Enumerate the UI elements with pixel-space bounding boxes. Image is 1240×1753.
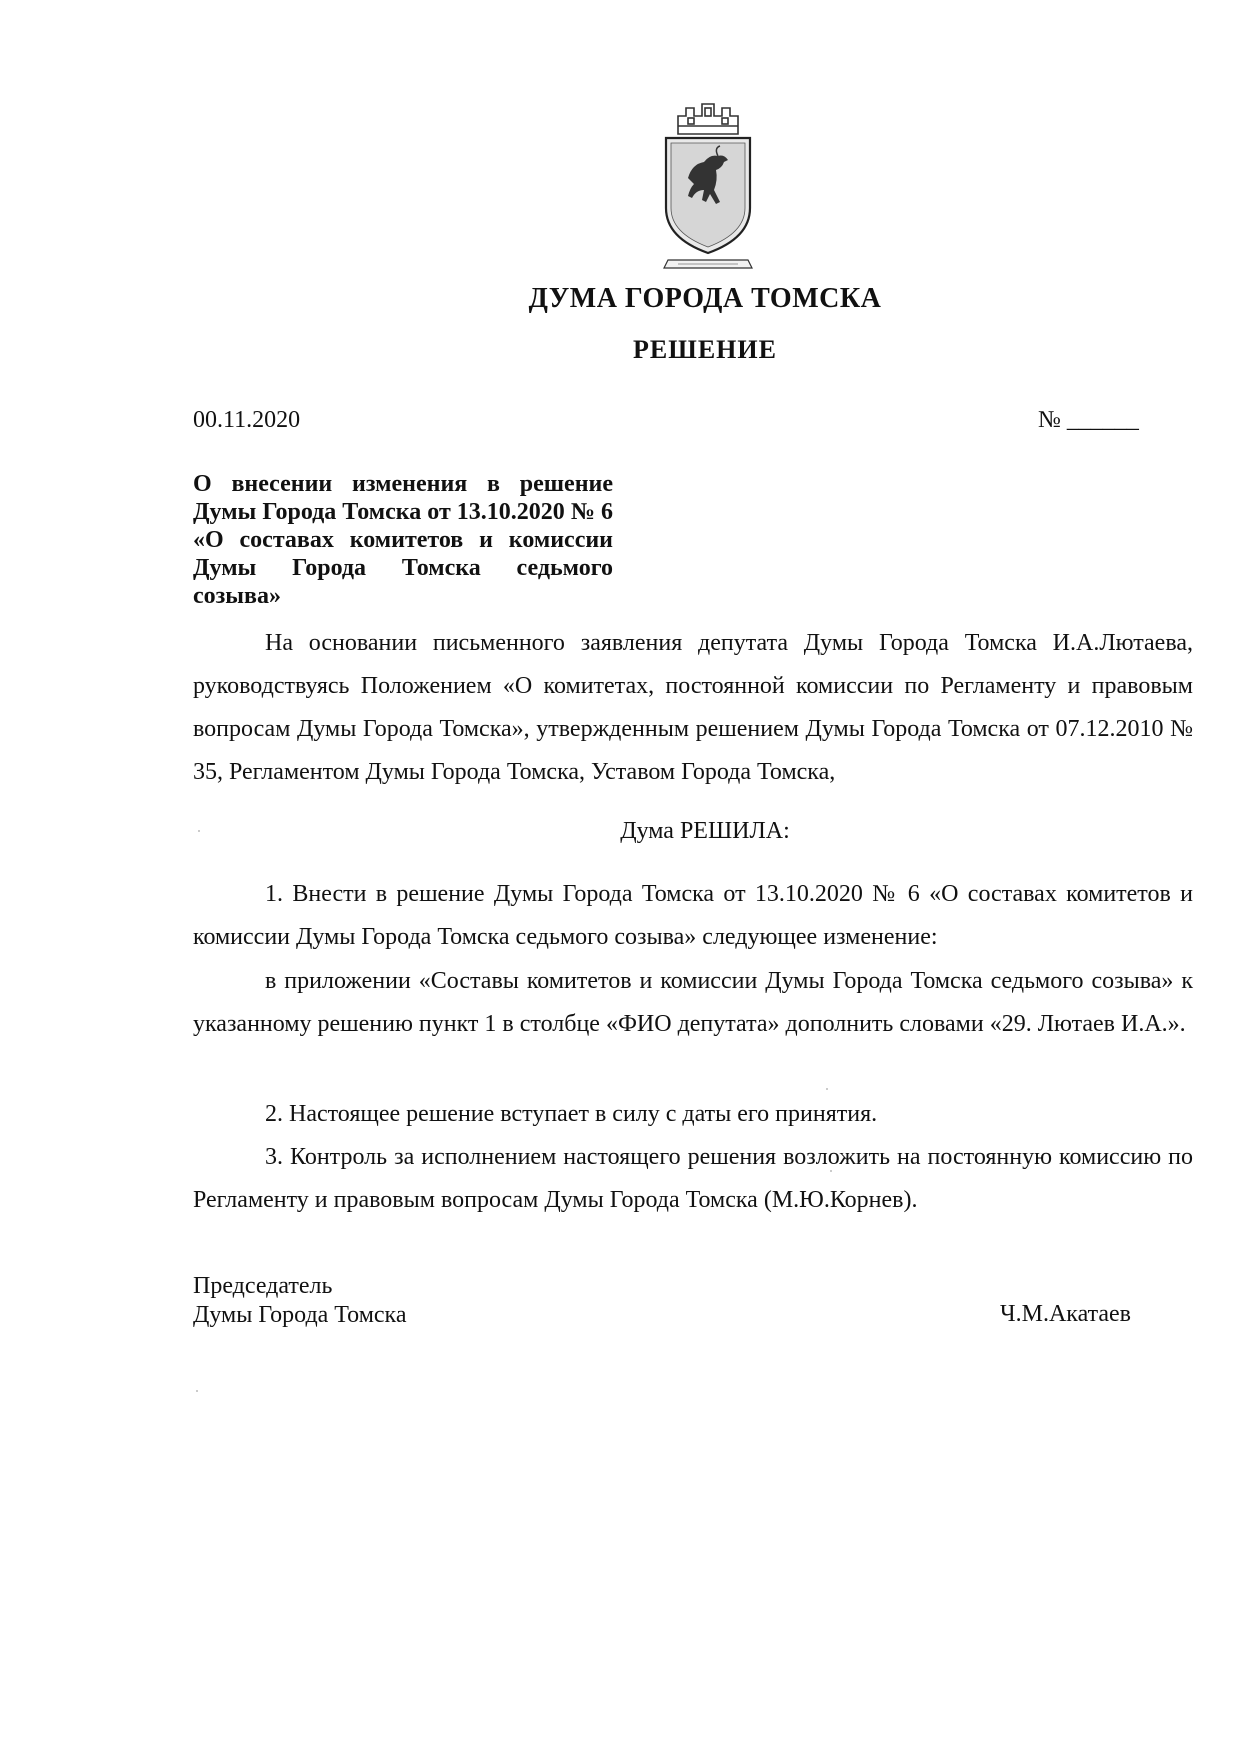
scan-speck (196, 1390, 198, 1392)
document-type: РЕШЕНИЕ (633, 335, 777, 364)
signer-position-line2: Думы Города Томска (193, 1302, 407, 1328)
signer-name: Ч.М.Акатаев (1000, 1301, 1132, 1327)
item-3-paragraph: 3. Контроль за исполнением настоящего решения возложить на постоянную комиссию по Регламенту и правовым вопросам Думы Города Томска (М.Ю.Корнев). (193, 1144, 1193, 1213)
scan-speck (830, 1170, 832, 1172)
document-date: 00.11.2020 (193, 407, 301, 433)
document-subject: О внесении изменения в решение Думы Города Томска от 13.10.2020 № 6 «О составах комитетов и комиссии Думы Города Томска седьмого созыва» (193, 471, 613, 609)
item-1-paragraph: 1. Внести в решение Думы Города Томска от 13.10.2020 № 6 «О составах комитетов и комиссии Думы Города Томска седьмого созыва» следующее изменение: (193, 881, 1193, 950)
coat-of-arms-icon (658, 98, 758, 278)
item-2-paragraph: 2. Настоящее решение вступает в силу с даты его принятия. (265, 1101, 878, 1127)
resolution-heading: Дума РЕШИЛА: (620, 818, 790, 844)
scan-speck (826, 1088, 828, 1090)
signer-position-line1: Председатель (193, 1273, 333, 1299)
signer-position (193, 1272, 407, 1330)
preamble-paragraph: На основании письменного заявления депутата Думы Города Томска И.А.Лютаева, руководствуясь Положением «О комитетах, постоянной комиссии по Регламенту и правовым вопросам Думы Города Томска», утвержденным решением Думы Города Томска от 07.12.2010 № 35, Регламентом Думы Города Томска, Уставом Города Томска, (193, 630, 1193, 785)
item-1-detail-paragraph: в приложении «Составы комитетов и комиссии Думы Города Томска седьмого созыва» к указанному решению пункт 1 в столбце «ФИО депутата» дополнить словами «29. Лютаев И.А.». (193, 968, 1193, 1037)
document-number: № ______ (1038, 407, 1139, 433)
scan-speck (198, 830, 200, 832)
organization-title: ДУМА ГОРОДА ТОМСКА (528, 283, 882, 314)
